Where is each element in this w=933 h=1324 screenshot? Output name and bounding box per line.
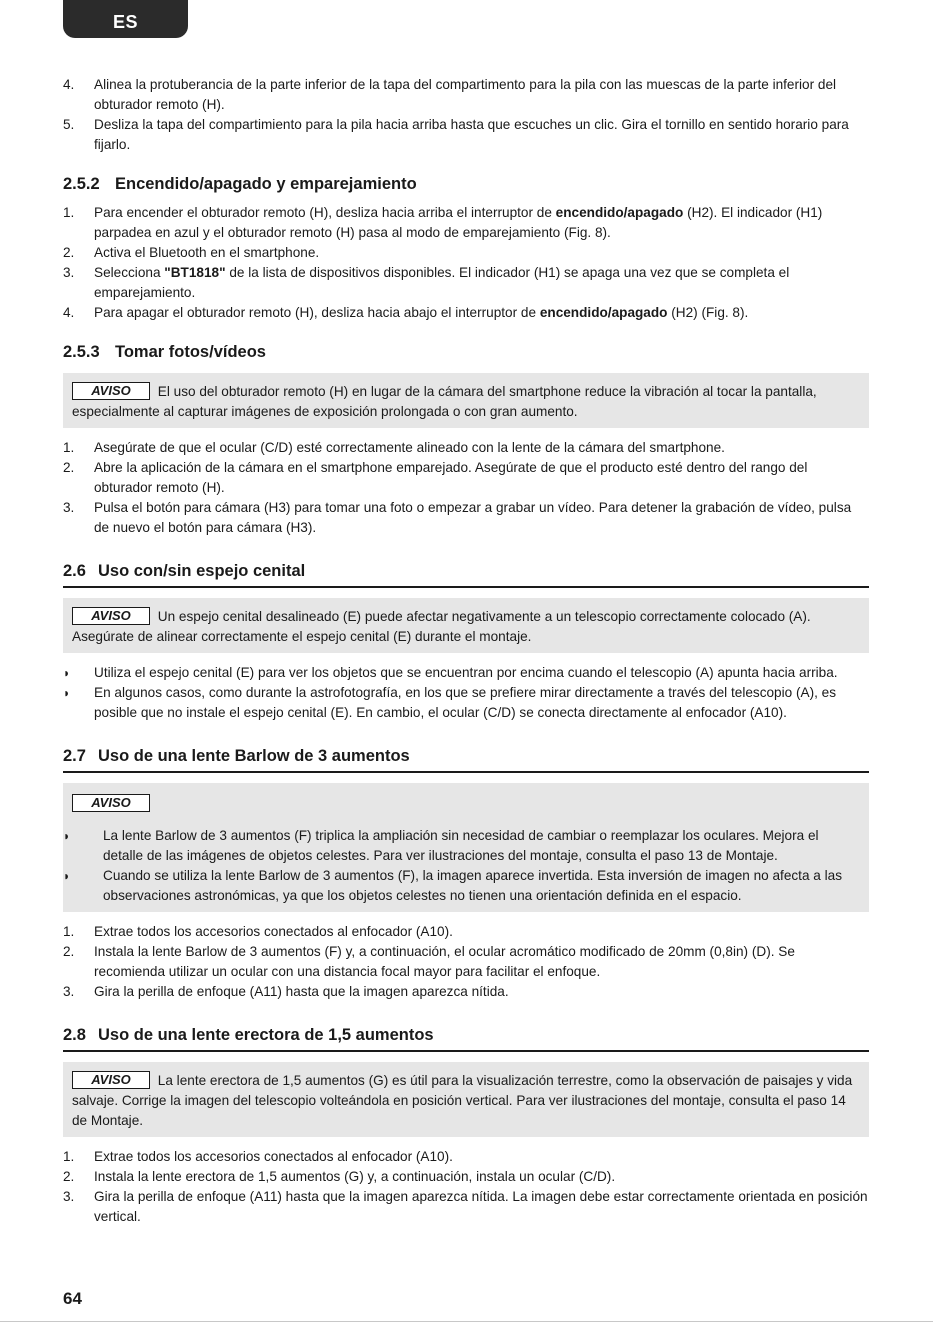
item-number: 5.	[63, 117, 75, 132]
bottom-divider	[0, 1321, 933, 1322]
item-number: 2.	[63, 245, 75, 260]
section-number: 2.5.3	[63, 343, 100, 361]
bullet-icon: ◗	[63, 666, 71, 680]
item-text: Cuando se utiliza la lente Barlow de 3 aumentos (F), la imagen aparece invertida. Esta inversión de imagen no afecta a las observaciones astronómicas, ya que los objetos celestes no tienen una orientación definida en el espacio.	[103, 868, 843, 903]
section-number: 2.7	[63, 747, 86, 765]
notice-bullet	[63, 866, 859, 906]
list-item	[63, 498, 869, 538]
item-number: 2.	[63, 944, 75, 959]
item-number: 1.	[63, 205, 75, 220]
section-number: 2.6	[63, 562, 86, 580]
notice-box	[63, 783, 869, 912]
notice-label: AVISO	[72, 1071, 150, 1089]
notice-label: AVISO	[72, 382, 150, 400]
notice-box	[63, 1062, 869, 1137]
item-text: (H2). El indicador (H1) parpadea en azul y el obturador remoto (H) pasa al modo de emparejamiento (Fig. 8).	[94, 205, 823, 240]
item-number: 3.	[63, 265, 75, 280]
section-heading-2-5-2	[63, 173, 869, 195]
notice-box	[63, 373, 869, 428]
notice-label: AVISO	[72, 607, 150, 625]
item-emphasis: encendido/apagado	[539, 305, 668, 320]
photo-video-steps	[63, 438, 869, 538]
list-item	[63, 75, 869, 115]
section-title: Uso con/sin espejo cenital	[98, 562, 306, 580]
list-item	[63, 982, 869, 1002]
notice-text: Un espejo cenital desalineado (E) puede afectar negativamente a un telescopio correctamente colocado (A). Asegúrate de alinear correctamente el espejo cenital (E) durante el montaje.	[72, 609, 811, 644]
item-text: Abre la aplicación de la cámara en el smartphone emparejado. Asegúrate de que el producto esté dentro del rango del obturador remoto (H).	[94, 460, 808, 495]
bullet-icon: ◗	[63, 686, 71, 700]
list-item	[63, 458, 869, 498]
list-item	[63, 1187, 869, 1227]
item-text: Asegúrate de que el ocular (C/D) esté correctamente alineado con la lente de la cámara del smartphone.	[94, 440, 725, 455]
item-text: Pulsa el botón para cámara (H3) para tomar una foto o empezar a grabar un vídeo. Para detener la grabación de vídeo, pulsa de nuevo el botón para cámara (H3).	[94, 500, 852, 535]
notice-box	[63, 598, 869, 653]
section-heading-2-6	[63, 560, 869, 588]
item-text: Gira la perilla de enfoque (A11) hasta que la imagen aparezca nítida.	[94, 984, 509, 999]
list-item	[63, 263, 869, 303]
item-text: de la lista de dispositivos disponibles. El indicador (H1) se apaga una vez que se completa el emparejamiento.	[94, 265, 790, 300]
item-text: Alinea la protuberancia de la parte inferior de la tapa del compartimento para la pila con las muescas de la parte inferior del obturador remoto (H).	[94, 77, 837, 112]
bullet-icon: ◗	[63, 829, 71, 843]
notice-label: AVISO	[72, 794, 150, 812]
list-item	[63, 203, 869, 243]
bullet-icon: ◗	[63, 869, 71, 883]
item-number: 1.	[63, 440, 75, 455]
section-heading-2-5-3	[63, 341, 869, 363]
diagonal-mirror-bullets	[63, 663, 869, 723]
item-text: Desliza la tapa del compartimiento para la pila hacia arriba hasta que escuches un clic. Gira el tornillo en sentido horario para fijarlo.	[94, 117, 849, 152]
page-content	[63, 75, 869, 1227]
item-emphasis: encendido/apagado	[555, 205, 684, 220]
list-item	[63, 683, 869, 723]
item-emphasis: "BT1818"	[164, 265, 226, 280]
item-number: 4.	[63, 305, 75, 320]
item-text: La lente Barlow de 3 aumentos (F) triplica la ampliación sin necesidad de cambiar o reemplazar los oculares. Mejora el detalle de las imágenes de objetos celestes. Para ver ilustraciones del montaje, consulta el paso 13 de Montaje.	[103, 828, 819, 863]
list-item	[63, 942, 869, 982]
item-text: Instala la lente erectora de 1,5 aumentos (G) y, a continuación, instala un ocular (C/D).	[94, 1169, 616, 1184]
language-tab: ES	[63, 0, 188, 38]
item-text: Selecciona	[94, 265, 165, 280]
intro-list	[63, 75, 869, 155]
list-item	[63, 243, 869, 263]
item-text: Extrae todos los accesorios conectados al enfocador (A10).	[94, 1149, 453, 1164]
notice-label-row	[72, 794, 859, 814]
page-number: 64	[63, 1289, 82, 1308]
item-text: (H2) (Fig. 8).	[667, 305, 749, 320]
item-number: 3.	[63, 500, 75, 515]
item-number: 4.	[63, 77, 75, 92]
notice-text: El uso del obturador remoto (H) en lugar de la cámara del smartphone reduce la vibración al tocar la pantalla, especialmente al capturar imágenes de exposición prolongada o con gran aumento.	[72, 384, 817, 419]
item-number: 1.	[63, 1149, 75, 1164]
list-item	[63, 438, 869, 458]
erecting-lens-steps	[63, 1147, 869, 1227]
section-title: Uso de una lente Barlow de 3 aumentos	[98, 747, 410, 765]
item-text: En algunos casos, como durante la astrofotografía, en los que se prefiere mirar directamente a través del telescopio (A), es posible que no instale el espejo cenital (E). En cambio, el ocular (C/D) se conecta directamente al enfocador (A10).	[94, 685, 837, 720]
item-text: Para apagar el obturador remoto (H), desliza hacia abajo el interruptor de	[94, 305, 540, 320]
item-number: 1.	[63, 924, 75, 939]
barlow-steps	[63, 922, 869, 1002]
item-text: Extrae todos los accesorios conectados al enfocador (A10).	[94, 924, 453, 939]
power-pairing-steps	[63, 203, 869, 323]
item-text: Instala la lente Barlow de 3 aumentos (F) y, a continuación, el ocular acromático modificado de 20mm (0,8in) (D). Se recomienda utilizar un ocular con una distancia focal mayor para facilitar el enfoque.	[94, 944, 795, 979]
list-item	[63, 663, 869, 683]
list-item	[63, 1147, 869, 1167]
section-heading-2-7	[63, 745, 869, 773]
notice-bullet	[63, 826, 859, 866]
list-item	[63, 922, 869, 942]
notice-text: La lente erectora de 1,5 aumentos (G) es útil para la visualización terrestre, como la observación de paisajes y vida salvaje. Corrige la imagen del telescopio volteándola en posición vertical. Para ver ilustraciones del montaje, consulta el paso 14 de Montaje.	[72, 1073, 853, 1128]
list-item	[63, 115, 869, 155]
list-item	[63, 303, 869, 323]
item-number: 2.	[63, 1169, 75, 1184]
list-item	[63, 1167, 869, 1187]
section-heading-2-8	[63, 1024, 869, 1052]
item-number: 3.	[63, 1189, 75, 1204]
section-title: Uso de una lente erectora de 1,5 aumentos	[98, 1026, 434, 1044]
item-text: Activa el Bluetooth en el smartphone.	[94, 245, 320, 260]
item-number: 3.	[63, 984, 75, 999]
section-title: Tomar fotos/vídeos	[115, 343, 266, 361]
section-title: Encendido/apagado y emparejamiento	[115, 175, 417, 193]
section-number: 2.5.2	[63, 175, 100, 193]
item-number: 2.	[63, 460, 75, 475]
item-text: Utiliza el espejo cenital (E) para ver los objetos que se encuentran por encima cuando el telescopio (A) apunta hacia arriba.	[94, 665, 838, 680]
section-number: 2.8	[63, 1026, 86, 1044]
item-text: Gira la perilla de enfoque (A11) hasta que la imagen aparezca nítida. La imagen debe estar correctamente orientada en posición vertical.	[94, 1189, 868, 1224]
item-text: Para encender el obturador remoto (H), desliza hacia arriba el interruptor de	[94, 205, 556, 220]
